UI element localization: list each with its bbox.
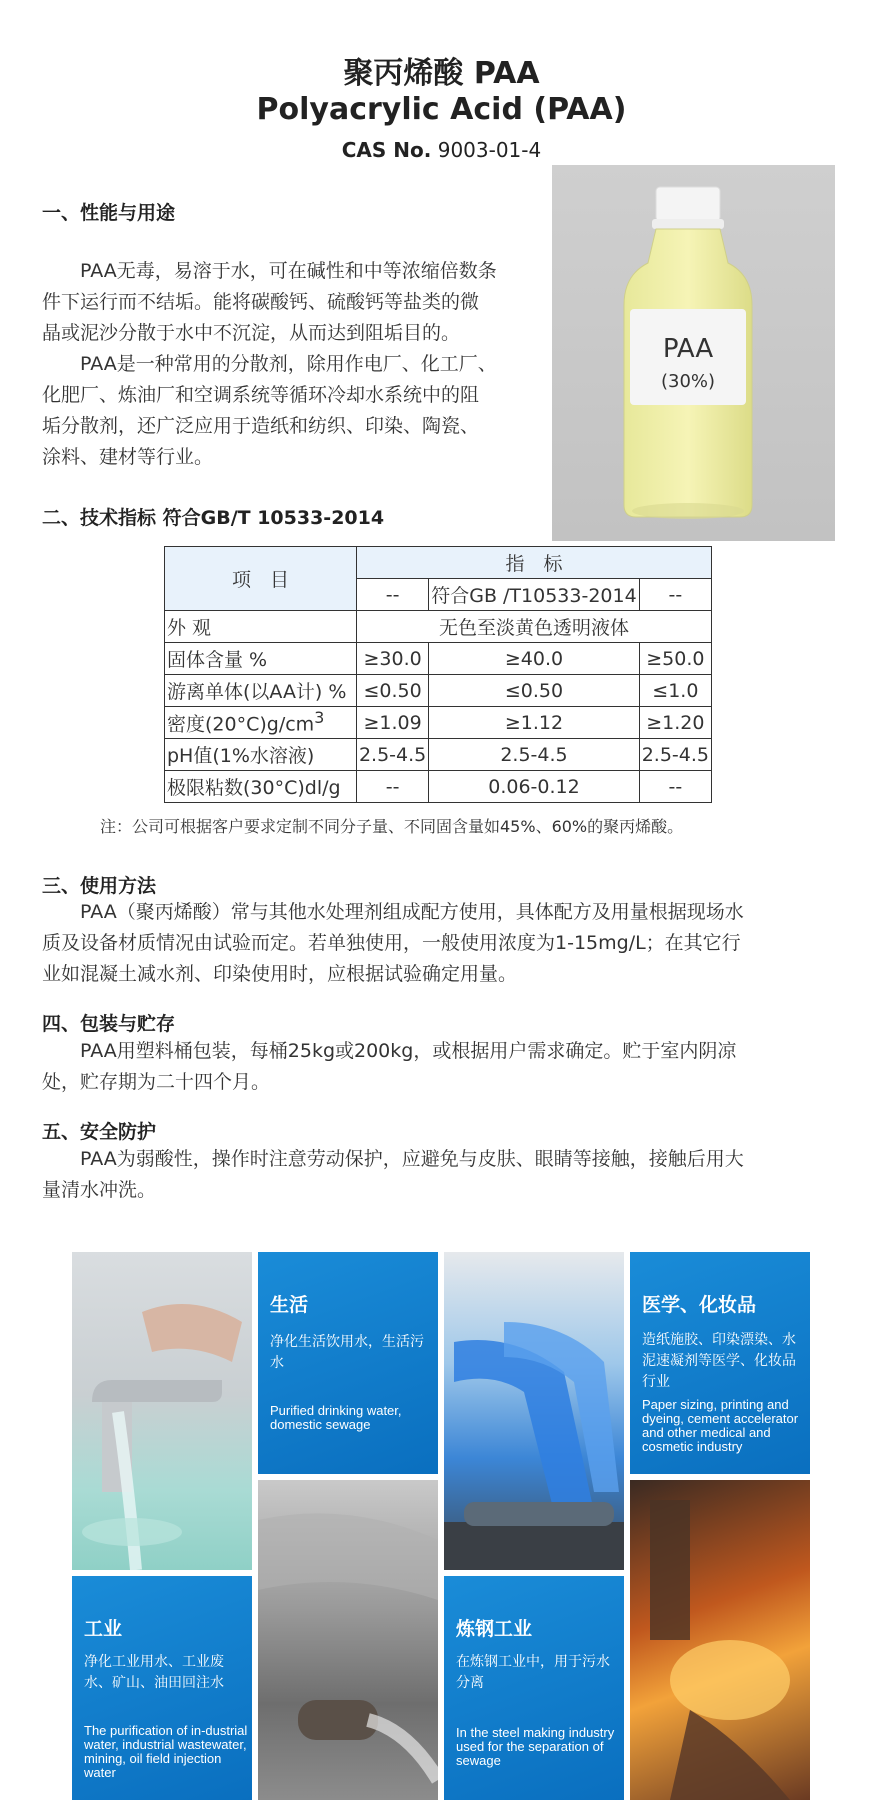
row-label: pH值(1%水溶液) <box>165 739 357 771</box>
table-header-item: 项 目 <box>165 547 357 611</box>
section1-line: 晶或泥沙分散于水中不沉淀，从而达到阻垢目的。 <box>42 322 461 344</box>
section5-line: PAA为弱酸性，操作时注意劳动保护，应避免与皮肤、眼睛等接触，接触后用大 <box>80 1148 744 1170</box>
section5-body <box>42 1144 842 1206</box>
section5-heading: 五、安全防护 <box>42 1121 157 1143</box>
tile-living-title: 生活 <box>270 1294 309 1316</box>
cas-label: CAS No. <box>341 138 432 162</box>
tile-living-cn: 净化生活饮用水，生活污水 <box>270 1334 424 1371</box>
tile-steel-cn: 在炼钢工业中，用于污水分离 <box>456 1654 610 1691</box>
tile-industry <box>72 1576 252 1800</box>
section3-body <box>42 897 842 990</box>
table-subheader: -- <box>639 579 711 611</box>
tile-medical <box>630 1252 810 1474</box>
row-value: 2.5-4.5 <box>356 739 428 771</box>
density-unit-sup: 3 <box>314 708 325 728</box>
table-row <box>165 707 712 739</box>
row-value: ≤0.50 <box>356 675 428 707</box>
section1-line: PAA是一种常用的分散剂，除用作电厂、化工厂、 <box>80 353 497 375</box>
mining-photo <box>258 1480 438 1800</box>
page-title-en: Polyacrylic Acid (PAA) <box>256 92 627 127</box>
steel-furnace-photo <box>630 1480 810 1800</box>
pipe-outflow-icon <box>258 1480 438 1800</box>
density-label: 密度(20°C)g/cm <box>167 713 315 736</box>
row-label: 固体含量 % <box>165 643 357 675</box>
section1-heading: 一、性能与用途 <box>42 202 176 224</box>
row-value: -- <box>356 771 428 803</box>
section1-line: 件下运行而不结垢。能将碳酸钙、硫酸钙等盐类的微 <box>42 291 480 313</box>
row-value: ≤1.0 <box>639 675 711 707</box>
tile-industry-title: 工业 <box>84 1618 123 1640</box>
textile-icon <box>444 1252 624 1570</box>
row-value: ≤0.50 <box>429 675 639 707</box>
bottle-illustration <box>552 165 835 541</box>
row-label: 外 观 <box>165 611 357 643</box>
row-value: ≥1.20 <box>639 707 711 739</box>
section3-heading: 三、使用方法 <box>42 875 157 897</box>
table-row <box>165 643 712 675</box>
section4-heading: 四、包装与贮存 <box>42 1013 176 1035</box>
row-value: 无色至淡黄色透明液体 <box>356 611 711 643</box>
row-label: 极限粘数(30°C)dl/g <box>165 771 357 803</box>
tile-living <box>258 1252 438 1474</box>
page-title-cn: 聚丙烯酸 PAA <box>343 56 540 91</box>
tile-medical-cn: 造纸施胶、印染漂染、水泥速凝剂等医学、化妆品行业 <box>642 1332 796 1390</box>
cas-value: 9003-01-4 <box>437 138 542 162</box>
section1-line: 化肥厂、炼油厂和空调系统等循环冷却水系统中的阻 <box>42 384 480 406</box>
row-value: ≥1.12 <box>429 707 639 739</box>
row-value: ≥1.09 <box>356 707 428 739</box>
cas-number <box>0 138 883 162</box>
section5-line: 量清水冲洗。 <box>42 1179 157 1201</box>
section1-line: 涂料、建材等行业。 <box>42 446 214 468</box>
textile-photo <box>444 1252 624 1570</box>
table-note: 注：公司可根据客户要求定制不同分子量、不同固含量如45%、60%的聚丙烯酸。 <box>100 817 684 836</box>
tile-steel-title: 炼钢工业 <box>456 1618 533 1640</box>
table-row <box>165 675 712 707</box>
table-subheader: -- <box>356 579 428 611</box>
row-value: ≥30.0 <box>356 643 428 675</box>
bottle-label-sub: (30%) <box>660 371 716 392</box>
tile-living-en: Purified drinking water, domestic sewage <box>270 1403 402 1432</box>
table-row <box>165 771 712 803</box>
section3-line: 业如混凝土减水剂、印染使用时，应根据试验确定用量。 <box>42 963 518 985</box>
spec-table <box>164 546 712 803</box>
row-label <box>165 707 357 739</box>
bottle-label-main: PAA <box>662 334 714 364</box>
table-row <box>165 739 712 771</box>
section2-heading: 二、技术指标 符合GB/T 10533-2014 <box>42 507 385 529</box>
section4-line: PAA用塑料桶包装，每桶25kg或200kg，或根据用户需求确定。贮于室内阴凉 <box>80 1040 737 1062</box>
section3-line: PAA（聚丙烯酸）常与其他水处理剂组成配方使用，具体配方及用量根据现场水 <box>80 901 744 923</box>
section4-body <box>42 1036 842 1098</box>
row-label: 游离单体(以AA计) % <box>165 675 357 707</box>
table-row <box>165 611 712 643</box>
product-photo <box>552 165 835 541</box>
section1-line: 垢分散剂，还广泛应用于造纸和纺织、印染、陶瓷、 <box>42 415 480 437</box>
row-value: 0.06-0.12 <box>429 771 639 803</box>
tile-industry-cn: 净化工业用水、工业废水、矿山、油田回注水 <box>84 1654 224 1691</box>
tile-steel-en: In the steel making industry used for the separation of sewage <box>456 1725 615 1768</box>
row-value: 2.5-4.5 <box>429 739 639 771</box>
section1-line: PAA无毒，易溶于水，可在碱性和中等浓缩倍数条 <box>80 260 497 282</box>
tile-industry-en: The purification of in-dustrial water, industrial wastewater, mining, oil field injection water <box>84 1723 248 1780</box>
row-value: ≥40.0 <box>429 643 639 675</box>
tile-medical-title: 医学、化妆品 <box>642 1294 757 1316</box>
table-subheader: 符合GB /T10533-2014 <box>429 579 639 611</box>
row-value: -- <box>639 771 711 803</box>
faucet-icon <box>72 1252 252 1570</box>
section1-body <box>42 256 552 473</box>
faucet-photo <box>72 1252 252 1570</box>
row-value: ≥50.0 <box>639 643 711 675</box>
row-value: 2.5-4.5 <box>639 739 711 771</box>
tile-medical-en: Paper sizing, printing and dyeing, cement accelerator and other medical and cosmetic industry <box>642 1397 799 1454</box>
tile-steel <box>444 1576 624 1800</box>
section4-line: 处，贮存期为二十四个月。 <box>42 1071 271 1093</box>
section3-line: 质及设备材质情况由试验而定。若单独使用，一般使用浓度为1-15mg/L；在其它行 <box>42 932 741 954</box>
table-header-index: 指 标 <box>356 547 711 579</box>
applications-grid <box>72 1252 812 1800</box>
furnace-icon <box>630 1480 810 1800</box>
